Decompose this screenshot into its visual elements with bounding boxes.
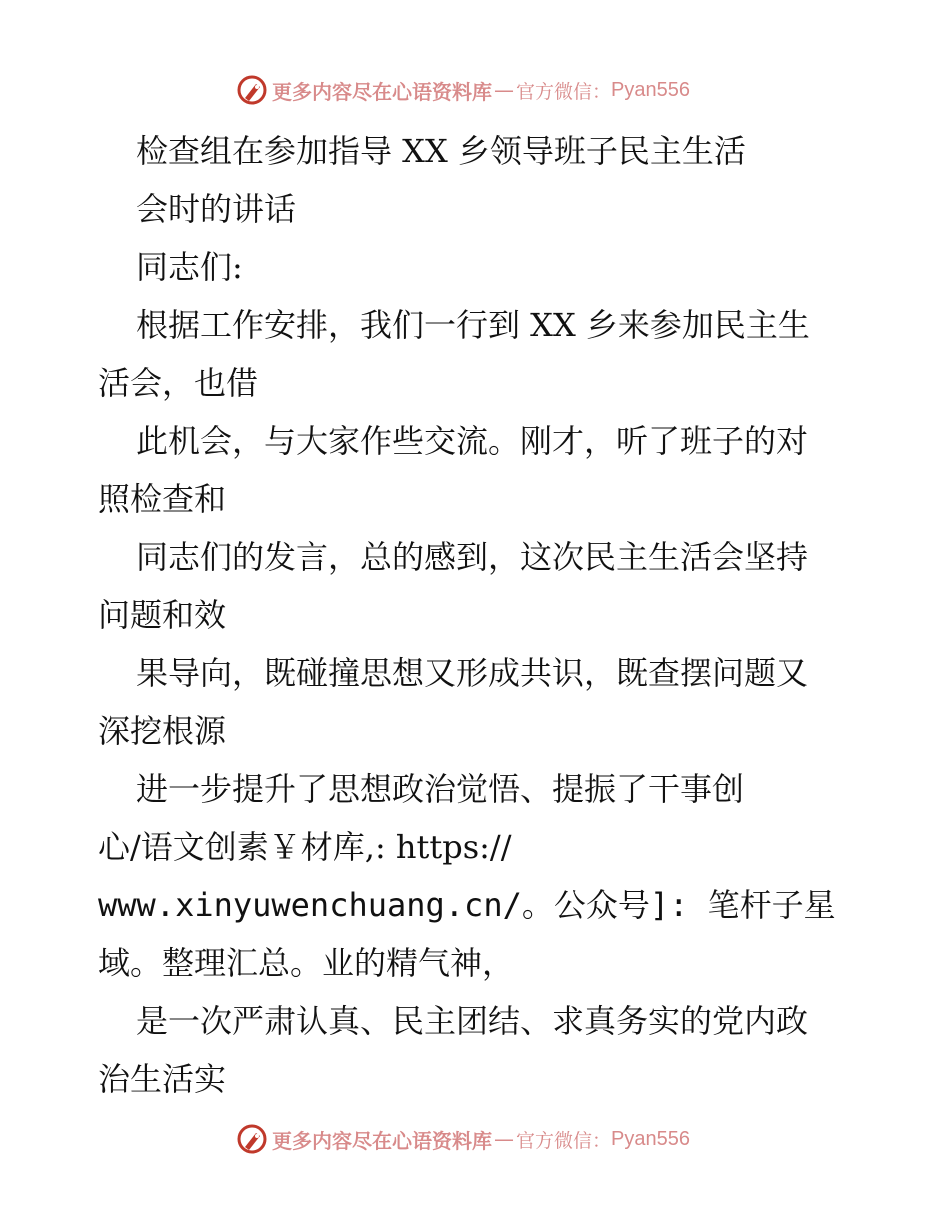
paragraph-line: 域。整理汇总。业的精气神， [98,944,515,982]
banner-dash: — [494,78,514,102]
pen-nib-logo-icon [236,74,268,106]
paragraph-line: 心/语文创素￥材库,: https:// [98,828,512,866]
banner-wechat-label: 官方微信： [516,1129,612,1152]
banner-brand: 更多内容尽在心语资料库 [272,1128,492,1153]
paragraph-line: 此机会，与大家作些交流。刚才，听了班子的对 [136,422,809,460]
header-banner [236,73,690,107]
banner-account: Pyan556 [611,1127,690,1150]
paragraph-line: 果导向，既碰撞思想又形成共识，既查摆问题又 [136,654,809,692]
banner-dash: — [494,1127,514,1151]
paragraph-line-url: www.xinyuwenchuang.cn/。公众号]: 笔杆子星 [98,886,836,924]
paragraph-line: 治生活实 [98,1060,227,1098]
paragraph-line: 深挖根源 [98,712,227,750]
document-body [98,122,858,1108]
title-line: 会时的讲话 [136,190,297,228]
paragraph-line: 问题和效 [98,596,227,634]
paragraph-line: 进一步提升了思想政治觉悟、提振了干事创 [136,770,745,808]
title-line: 检查组在参加指导 XX 乡领导班子民主生活 [136,132,746,170]
salutation: 同志们: [136,248,243,286]
banner-wechat-label: 官方微信： [516,80,612,103]
paragraph-line: 是一次严肃认真、民主团结、求真务实的党内政 [136,1002,809,1040]
paragraph-line: 照检查和 [98,480,227,518]
banner-brand: 更多内容尽在心语资料库 [272,79,492,104]
paragraph-line: 同志们的发言，总的感到，这次民主生活会坚持 [136,538,809,576]
paragraph-line: 活会，也借 [98,364,259,402]
footer-banner [236,1122,690,1156]
banner-account: Pyan556 [611,78,690,101]
pen-nib-logo-icon [236,1123,268,1155]
paragraph-line: 根据工作安排，我们一行到 XX 乡来参加民主生 [136,306,810,344]
